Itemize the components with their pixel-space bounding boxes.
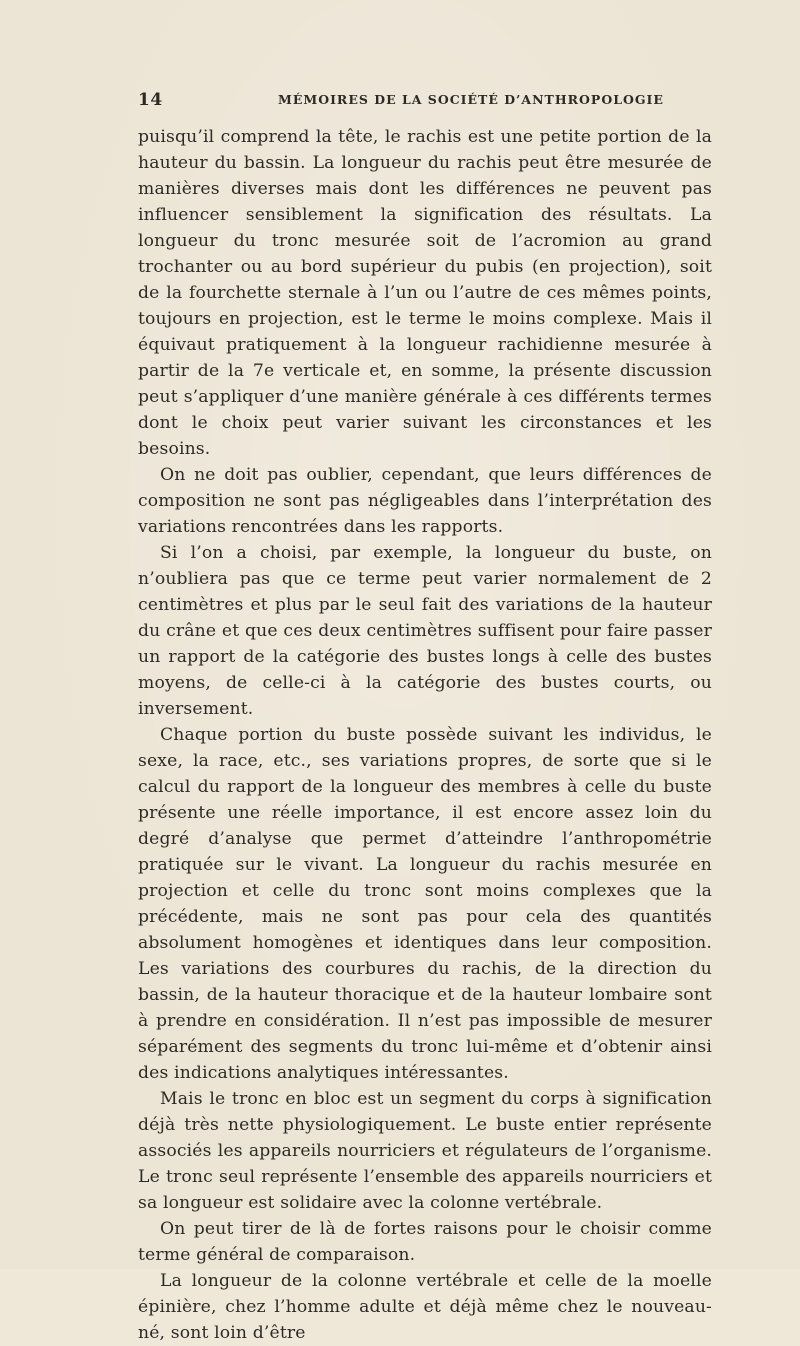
paragraph-3: Si l’on a choisi, par exemple, la longueur du buste, on n’oubliera pas que ce terme peut varier normalement de 2 centimètres et plus par le seul fait des variations de la hauteur du crâne et que ces deux centimètres suffisent pour faire passer un rapport de la catégorie des bustes longs à celle des bustes moyens, de celle-ci à la catégorie des bustes courts, ou inversement.: [138, 543, 712, 719]
paragraph-4: Chaque portion du buste possède suivant les individus, le sexe, la race, etc., ses variations propres, de sorte que si le calcul du rapport de la longueur des membres à celle du buste présente une réelle importance, il est encore assez loin du degré d’analyse que permet d’atteindre l’anthropométrie pratiquée sur le vivant. La longueur du rachis mesurée en projection et celle du tronc sont moins complexes que la précédente, mais ne sont pas pour cela des quantités absolument homogènes et identiques dans leur composition. Les variations des courbures du rachis, de la direction du bassin, de la hauteur thoracique et de la hauteur lombaire sont à prendre en considération. Il n’est pas impossible de mesurer séparément des segments du tronc lui-même et d’obtenir ainsi des indications analytiques intéressantes.: [138, 725, 712, 1083]
page-number: 14: [138, 90, 163, 110]
body-text: [138, 124, 712, 1346]
paragraph-6: On peut tirer de là de fortes raisons pour le choisir comme terme général de comparaison.: [138, 1219, 712, 1265]
paragraph-1: puisqu’il comprend la tête, le rachis est une petite portion de la hauteur du bassin. La longueur du rachis peut être mesurée de manières diverses mais dont les différences ne peuvent pas influencer sensiblement la signification des résultats. La longueur du tronc mesurée soit de l’acromion au grand trochanter ou au bord supérieur du pubis (en projection), soit de la fourchette sternale à l’un ou l’autre de ces mêmes points, toujours en projection, est le terme le moins complexe. Mais il équivaut pratiquement à la longueur rachidienne mesurée à partir de la 7e verticale et, en somme, la présente discussion peut s’appliquer d’une manière générale à ces différents termes dont le choix peut varier suivant les circonstances et les besoins.: [138, 127, 712, 459]
paragraph-5: Mais le tronc en bloc est un segment du corps à signification déjà très nette physiologiquement. Le buste entier représente associés les appareils nourriciers et régulateurs de l’organisme. Le tronc seul représente l’ensemble des appareils nourriciers et sa longueur est solidaire avec la colonne vertébrale.: [138, 1089, 712, 1213]
page-header: [138, 90, 712, 112]
running-title: MÉMOIRES DE LA SOCIÉTÉ D’ANTHROPOLOGIE: [278, 92, 664, 107]
paragraph-7: La longueur de la colonne vertébrale et celle de la moelle épinière, chez l’homme adulte et déjà même chez le nouveau-né, sont loin d’être: [138, 1271, 712, 1343]
paragraph-2: On ne doit pas oublier, cependant, que leurs différences de composition ne sont pas négligeables dans l’interprétation des variations rencontrées dans les rapports.: [138, 465, 712, 537]
